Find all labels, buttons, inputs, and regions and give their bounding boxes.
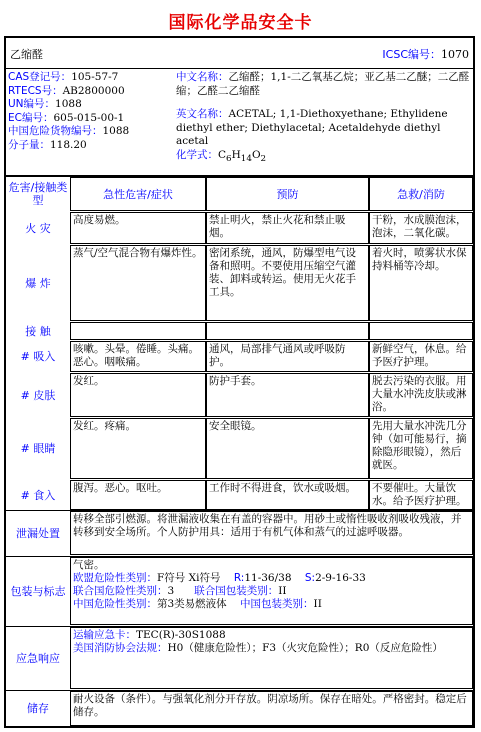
row-fire-type: 火 灾 [25,221,51,235]
row-eye-type: # 眼睛 [20,442,56,455]
row-ingest-type: # 食入 [20,488,56,502]
spill-label: 泄漏处置 [16,526,60,540]
formula-value: $C_6H_{14}O_2$ [218,148,267,165]
icsc-value: 1070 [441,48,469,61]
packaging-text [70,557,473,625]
row-inhale-symptom: 咳嗽。头晕。倦睡。头痛。恶心。咽喉痛。 [70,341,206,372]
chemical-name: 乙缩醛 [10,48,43,61]
identifiers-right [176,71,472,167]
packaging-label: 包装与标志 [10,584,66,598]
cn-line [8,125,174,139]
row-skin-prevent: 防护手套。 [206,373,369,417]
emergency-nfpa-line: 美国消防协会法规：H0（健康危险性）；F3（火灾危险性）；R0（反应危险性） [73,642,443,654]
un-value: 1088 [55,98,82,111]
en-name-value: ACETAL; 1,1-Diethoxyethane; Ethylidene diethyl ether; Diethylacetal; Acetaldehyde diethyl acetal [176,108,448,148]
cn-name-value: 乙缩醛；1,1-二乙氧基乙烷；亚乙基二乙醚；二乙醛缩；乙醛二乙缩醛 [176,71,470,97]
rtecs-value: AB2800000 [62,84,125,97]
row-contact-aid [369,322,473,340]
row-eye-symptom: 发红。疼痛。 [70,418,206,479]
row-ingest-symptom: 腹泻。恶心。呕吐。 [70,480,206,510]
cn-value: 1088 [102,125,130,138]
row-contact-prevent [206,322,369,340]
row-eye-aid: 先用大量水冲洗几分钟（如可能易行，摘除隐形眼镜），然后就医。 [369,418,473,479]
card-frame [4,36,475,728]
formula-label: 化学式： [176,148,218,161]
emergency-text [70,627,473,689]
row-fire-symptom: 高度易燃。 [70,212,206,244]
storage-text: 耐火设备（条件）。与强氧化剂分开存放。阴凉场所。保存在暗处。严格密封。稳定后储存。 [70,691,473,726]
ec-line [8,112,174,126]
cas-label: CAS登记号： [8,71,72,83]
cn-name-label: 中文名称： [176,71,229,83]
spill-text: 转移全部引燃源。将泄漏液收集在有盖的容器中。用砂土或惰性吸收剂吸收残液，并转移到安全场所。个人防护用具：适用于有机气体和蒸气的过滤呼吸器。 [70,511,473,555]
header-aid: 急救/消防 [369,177,473,211]
identifiers-left [8,71,174,153]
formula-line [176,149,472,167]
rtecs-line [8,85,174,99]
header-type: 危害/接触类型 [8,181,68,207]
row-explosion-prevent: 密闭系统，通风，防爆型电气设备和照明。不要使用压缩空气灌装、卸料或转运。使用无火花手工具。 [206,245,369,321]
packaging-line-eu: 欧盟危险性类别：F符号 Xi符号 R:11-36/38 S:2-9-16-33 [73,572,366,584]
row-fire-aid: 干粉，水成膜泡沫，泡沫，二氧化碳。 [369,212,473,244]
en-name-label: 英文名称： [176,108,229,121]
row-fire-prevent: 禁止明火，禁止火花和禁止吸烟。 [206,212,369,244]
cas-line [8,71,174,85]
row-inhale-aid: 新鲜空气，休息。给予医疗护理。 [369,341,473,372]
un-label: UN编号： [8,98,56,111]
ec-label: EC编号： [8,111,54,124]
mw-value: 118.20 [50,138,87,151]
row-contact-symptom [70,322,206,340]
row-ingest-aid: 不要催吐。大量饮水。给予医疗护理。 [369,480,473,510]
cas-value: 105-57-7 [71,71,119,83]
header-symptom: 急性危害/症状 [70,177,206,211]
mw-label: 分子量： [8,138,50,151]
header-prevent: 预防 [206,177,369,211]
name-row [6,38,473,68]
packaging-line-un: 联合国危险性类别：3 联合国包装类别：II [73,585,287,597]
row-eye-prevent: 安全眼镜。 [206,418,369,479]
en-name-line [176,108,472,149]
row-explosion-aid: 着火时，喷雾状水保持料桶等冷却。 [369,245,473,321]
ec-value: 605-015-00-1 [53,111,125,124]
row-inhale-type: # 吸入 [20,350,56,363]
cn-name-line [176,71,472,98]
row-explosion-symptom: 蒸气/空气混合物有爆炸性。 [70,245,206,321]
cn-label: 中国危险货物编号： [8,125,103,138]
emergency-label: 应急响应 [16,651,60,665]
row-explosion-type: 爆 炸 [25,276,51,290]
row-inhale-prevent: 通风，局部排气通风或呼吸防护。 [206,341,369,372]
row-skin-aid: 脱去污染的衣服。用大量水冲洗皮肤或淋浴。 [369,373,473,417]
storage-label: 储存 [27,702,49,715]
un-line [8,98,174,112]
row-skin-symptom: 发红。 [70,373,206,417]
emergency-card-line: 运输应急卡：TEC(R)-30S1088 [73,629,226,641]
mw-line [8,139,174,153]
packaging-line-airtight: 气密。 [73,559,105,571]
icsc-label: ICSC编号： [382,48,441,61]
row-ingest-prevent: 工作时不得进食，饮水或吸烟。 [206,480,369,510]
card-title: 国际化学品安全卡 [168,13,313,33]
row-contact-type: 接 触 [25,324,51,338]
row-skin-type: # 皮肤 [20,388,56,402]
rtecs-label: RTECS号： [8,84,63,97]
packaging-line-cn: 中国危险性类别：第3类易燃液体 中国包装类别：II [73,598,322,610]
icsc-number [382,46,469,62]
